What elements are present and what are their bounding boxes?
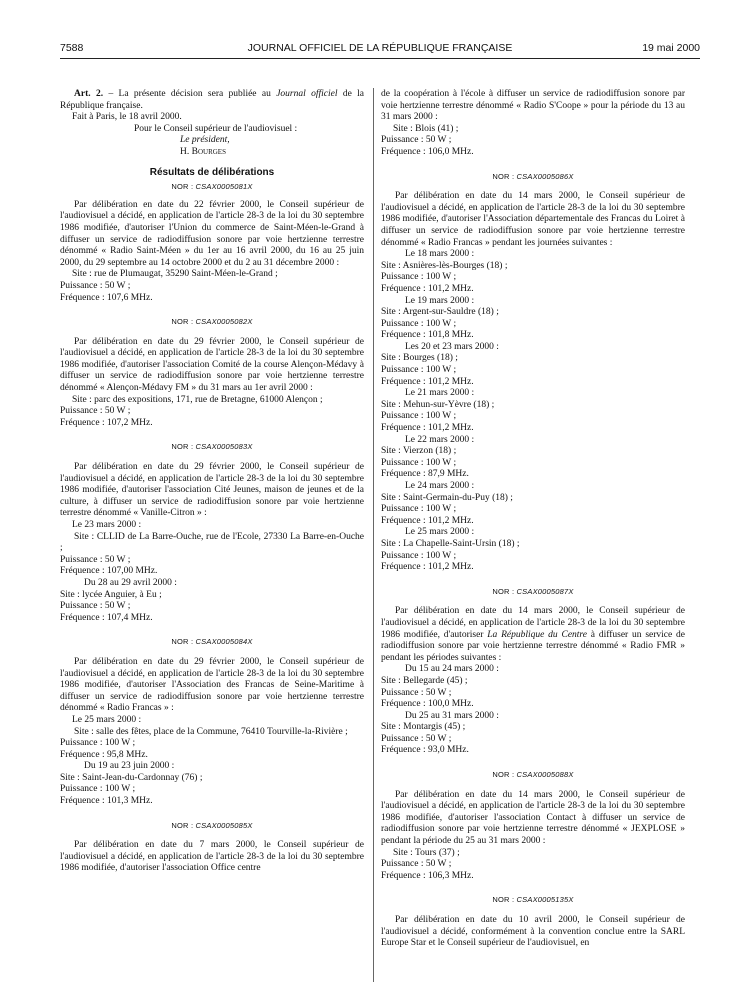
site-line: Site : Bellegarde (45) ; — [381, 675, 468, 686]
signature-title: Le président, — [180, 135, 230, 146]
left-column — [60, 89, 364, 875]
date-line: Les 20 et 23 mars 2000 : — [405, 341, 499, 352]
date-line: Le 23 mars 2000 : — [72, 520, 142, 530]
power-line: Puissance : 100 W ; — [381, 318, 457, 329]
site-line: Site : lycée Anguier, à Eu ; — [60, 589, 162, 600]
power-line: Puissance : 100 W ; — [381, 365, 457, 376]
site-line: Site : Asnières-lès-Bourges (18) ; — [381, 260, 508, 271]
nor-reference: NOR : CSAX0005086X — [492, 171, 574, 181]
site-line: Site : rue de Plumaugat, 35290 Saint-Méen-le-Grand ; — [72, 269, 278, 280]
site-line: Site : Bourges (18) ; — [381, 353, 458, 364]
site-line: Site : parc des expositions, 171, rue de Bretagne, 61000 Alençon ; — [72, 394, 323, 405]
frequency-line: Fréquence : 87,9 MHz. — [381, 469, 469, 480]
power-line: Puissance : 100 W ; — [60, 738, 136, 749]
journal-title: JOURNAL OFFICIEL DE LA RÉPUBLIQUE FRANÇAISE — [247, 42, 513, 54]
frequency-line: Fréquence : 101,2 MHz. — [381, 515, 474, 526]
date-line: Du 19 au 23 juin 2000 : — [84, 761, 175, 772]
site-line: Site : Vierzon (18) ; — [381, 446, 457, 457]
nor-reference: NOR : CSAX0005135X — [492, 895, 574, 905]
site-line: Site : Argent-sur-Sauldre (18) ; — [381, 307, 499, 318]
frequency-line: Fréquence : 101,3 MHz. — [60, 796, 153, 807]
nor-reference: NOR : CSAX0005081X — [171, 182, 253, 192]
frequency-line: Fréquence : 95,8 MHz. — [60, 749, 148, 760]
deliberation-text: Par délibération en date du 29 février 2000, le Conseil supérieur de l'audiovisuel a décidé, en application de l'article 28-3 de la loi du 30 septembre 1986 modifiée, d'autoriser l'Association des Francas de Seine-Maritime à diffuser un service de radiodiffusion sonore par voie hertzienne terrestre dénommé « Radio Francas » : — [60, 656, 364, 714]
power-line: Puissance : 50 W ; — [381, 733, 452, 744]
frequency-line: Fréquence : 107,2 MHz. — [60, 417, 153, 428]
nor-reference: NOR : CSAX0005087X — [492, 586, 574, 596]
power-line: Puissance : 100 W ; — [381, 272, 457, 283]
site-line: Site : CLLID de La Barre-Ouche, rue de l'Ecole, 27330 La Barre-en-Ouche ; — [60, 531, 364, 554]
deliberation-text: Par délibération en date du 14 mars 2000, le Conseil supérieur de l'audiovisuel a décidé, en application de l'article 28-3 de la loi du 30 septembre 1986 modifiée, d'autoriser l'Association départementale des Francas du Loiret à diffuser un service de radiodiffusion sonore par voie hertzienne terrestre dénommé « Radio Francas » pendant les journées suivantes : — [381, 191, 685, 248]
site-line: Site : Saint-Germain-du-Puy (18) ; — [381, 492, 513, 503]
deliberation-continued: de la coopération à l'école à diffuser un service de radiodiffusion sonore par voie hertzienne terrestre dénommé « Radio S'Coope » pour la période du 13 au 31 mars 2000 : — [381, 89, 685, 123]
power-line: Puissance : 50 W ; — [60, 406, 131, 417]
frequency-line: Fréquence : 101,2 MHz. — [381, 423, 474, 434]
deliberation-text: Par délibération en date du 22 février 2000, le Conseil supérieur de l'audiovisuel a décidé, en application de l'article 28-3 de la loi du 30 septembre 1986 modifiée, d'autoriser l'Union du commerce de Saint-Méen-le-Grand à diffuser un service de radiodiffusion sonore par voie hertzienne terrestre dénommé « Radio Saint-Méen » du 1er au 16 avril 2000, du 16 au 25 juin 2000, du 29 septembre au 14 octobre 2000 et du 2 au 31 décembre 2000 : — [60, 199, 364, 268]
power-line: Puissance : 50 W ; — [60, 554, 131, 565]
power-line: Puissance : 50 W ; — [60, 280, 131, 291]
date-line: Du 28 au 29 avril 2000 : — [84, 577, 177, 588]
date-line: Le 25 mars 2000 : — [72, 714, 142, 725]
site-line: Site : Montargis (45) ; — [381, 722, 466, 733]
deliberation-text: Par délibération en date du 7 mars 2000, le Conseil supérieur de l'audiovisuel a décidé, en application de l'article 28-3 de la loi du 30 septembre 1986 modifiée, d'autoriser l'association Office centre — [60, 840, 364, 874]
date-line: Le 19 mars 2000 : — [405, 295, 475, 306]
section-title: Résultats de délibérations — [149, 166, 275, 178]
frequency-line: Fréquence : 107,6 MHz. — [60, 292, 153, 303]
frequency-line: Fréquence : 101,2 MHz. — [381, 376, 474, 387]
signature-for: Pour le Conseil supérieur de l'audiovisuel : — [134, 123, 298, 134]
frequency-line: Fréquence : 101,8 MHz. — [381, 330, 474, 341]
power-line: Puissance : 50 W ; — [381, 135, 452, 146]
power-line: Puissance : 100 W ; — [381, 550, 457, 561]
date-line: Le 22 mars 2000 : — [405, 434, 475, 445]
date-line: Du 15 au 24 mars 2000 : — [405, 664, 499, 675]
page-header — [60, 42, 700, 58]
frequency-line: Fréquence : 101,2 MHz. — [381, 283, 474, 294]
date-line: Le 21 mars 2000 : — [405, 388, 475, 399]
power-line: Puissance : 50 W ; — [381, 859, 452, 870]
frequency-line: Fréquence : 107,4 MHz. — [60, 612, 153, 623]
page-number: 7588 — [60, 42, 84, 54]
deliberation-text: Par délibération en date du 29 février 2000, le Conseil supérieur de l'audiovisuel a décidé, en application de l'article 28-3 de la loi du 30 septembre 1986 modifiée, d'autoriser l'association Cité Jeunes, maison de jeunes et de la culture, à diffuser un service de radiodiffusion sonore par voie hertzienne terrestre dénommé « Vanille-Citron » : — [60, 462, 364, 519]
power-line: Puissance : 100 W ; — [381, 411, 457, 422]
deliberation-text: Par délibération en date du 10 avril 2000, le Conseil supérieur de l'audiovisuel a décidé, conformément à la convention conclue entre la SARL Europe Star et le Conseil supérieur de l'audiovisuel, en — [381, 915, 685, 949]
broadcast-days-list — [381, 249, 685, 574]
site-line: Site : Mehun-sur-Yèvre (18) ; — [381, 399, 495, 410]
deliberation-text: Par délibération en date du 14 mars 2000, le Conseil supérieur de l'audiovisuel a décidé, en application de l'article 28-3 de la loi du 30 septembre 1986 modifiée, d'autoriser l'association Contact à diffuser un service de radiodiffusion sonore par voie hertzienne terrestre dénommé « JEXPLOSE » pendant la période du 25 au 31 mars 2000 : — [381, 789, 685, 847]
frequency-line: Fréquence : 100,0 MHz. — [381, 699, 474, 710]
site-line: Site : salle des fêtes, place de la Commune, 76410 Tourville-la-Rivière ; — [74, 726, 348, 737]
date-line: Le 24 mars 2000 : — [405, 481, 475, 491]
fait-a-paris: Fait à Paris, le 18 avril 2000. — [72, 112, 182, 123]
site-line: Site : Blois (41) ; — [393, 123, 459, 134]
site-line: Site : Saint-Jean-du-Cardonnay (76) ; — [60, 772, 203, 783]
date-line: Le 25 mars 2000 : — [405, 527, 475, 538]
nor-reference: NOR : CSAX0005084X — [171, 637, 253, 647]
power-line: Puissance : 50 W ; — [60, 601, 131, 612]
power-line: Puissance : 100 W ; — [381, 457, 457, 468]
right-column — [381, 89, 685, 950]
frequency-line: Fréquence : 106,0 MHz. — [381, 146, 474, 157]
signature-name: H. Bourges — [180, 146, 226, 157]
nor-reference: NOR : CSAX0005083X — [171, 442, 253, 452]
date-line: Le 18 mars 2000 : — [405, 249, 475, 260]
deliberation-text: Par délibération en date du 14 mars 2000, le Conseil supérieur de l'audiovisuel a décidé, en application de l'article 28-3 de la loi du 30 septembre 1986 modifiée, d'autoriser La République du Centre à diffuser un service de radiodiffusion sonore par voie hertzienne terrestre dénommé « Radio FMR » pendant les périodes suivantes : — [381, 606, 685, 663]
article-2: Art. 2. – La présente décision sera publiée au Journal officiel de la République française. — [60, 89, 364, 111]
nor-reference: NOR : CSAX0005085X — [171, 820, 253, 830]
power-line: Puissance : 100 W ; — [60, 784, 136, 795]
frequency-line: Fréquence : 106,3 MHz. — [381, 870, 474, 881]
frequency-line: Fréquence : 93,0 MHz. — [381, 745, 469, 756]
deliberation-text: Par délibération en date du 29 février 2000, le Conseil supérieur de l'audiovisuel a décidé, en application de l'article 28-3 de la loi du 30 septembre 1986 modifiée, d'autoriser l'association Comité de la course Alençon-Médavy à diffuser un service de radiodiffusion sonore par voie hertzienne terrestre dénommé « Alençon-Médavy FM » du 31 mars au 1er avril 2000 : — [60, 336, 364, 394]
power-line: Puissance : 100 W ; — [381, 504, 457, 515]
site-line: Site : La Chapelle-Saint-Ursin (18) ; — [381, 538, 520, 549]
site-line: Site : Tours (37) ; — [393, 847, 460, 858]
issue-date: 19 mai 2000 — [642, 42, 700, 54]
column-divider — [373, 88, 374, 982]
frequency-line: Fréquence : 107,00 MHz. — [60, 566, 158, 577]
power-line: Puissance : 50 W ; — [381, 687, 452, 698]
header-rule — [60, 58, 700, 59]
date-line: Du 25 au 31 mars 2000 : — [405, 710, 499, 721]
nor-reference: NOR : CSAX0005088X — [492, 770, 574, 780]
nor-reference: NOR : CSAX0005082X — [171, 317, 253, 327]
frequency-line: Fréquence : 101,2 MHz. — [381, 562, 474, 573]
